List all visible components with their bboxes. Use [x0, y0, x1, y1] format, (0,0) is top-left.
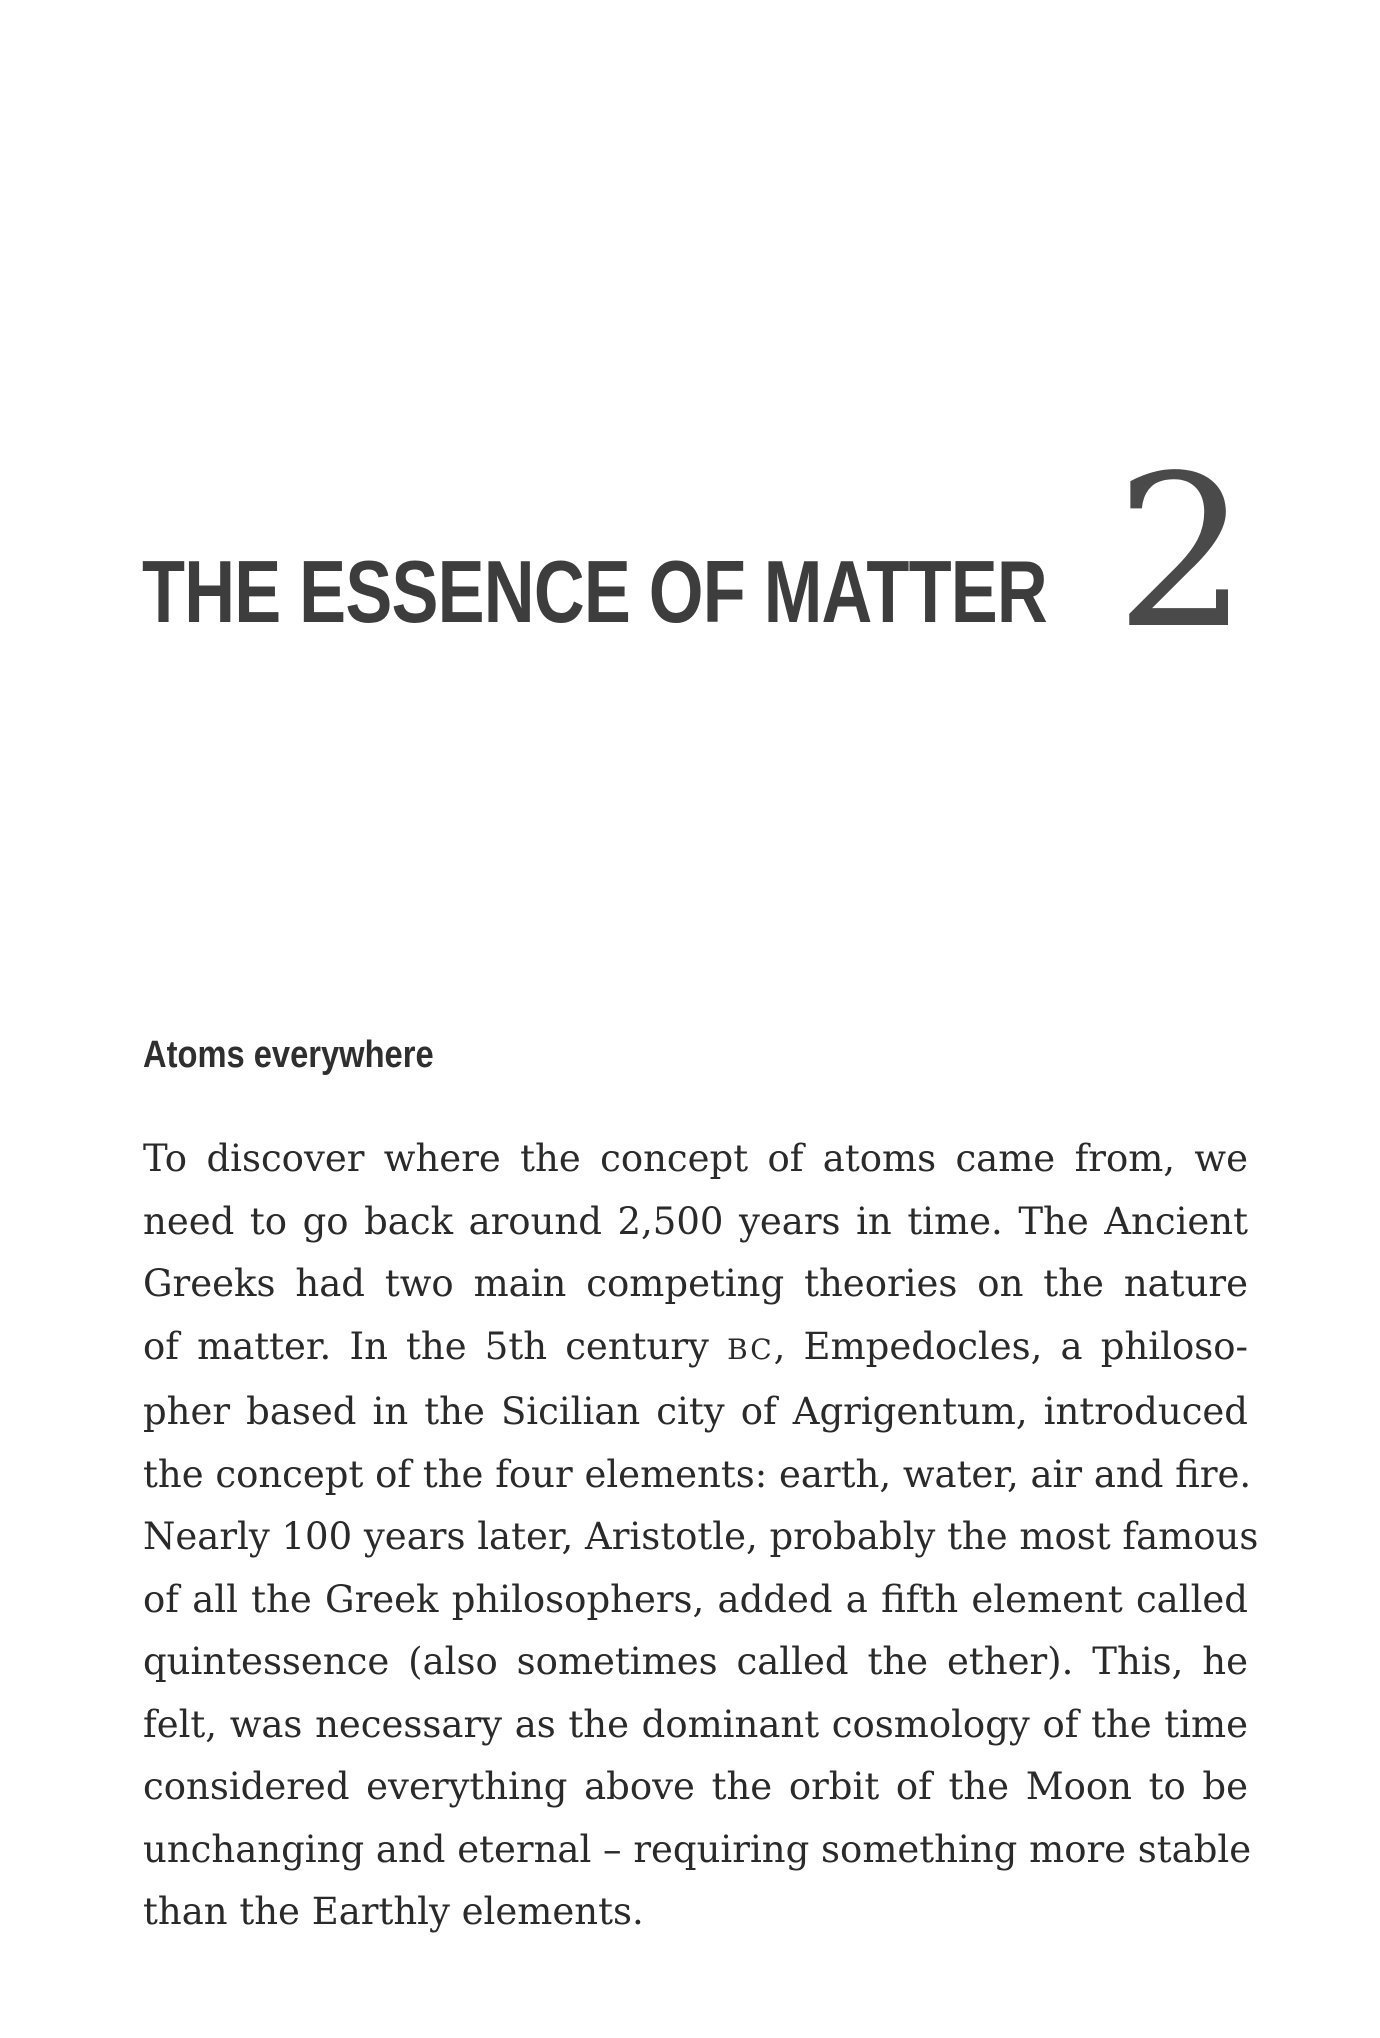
body-line: Greeks had two main competing theories on the nature — [143, 1262, 1248, 1305]
era-abbreviation: BC — [727, 1332, 774, 1366]
body-line — [143, 1316, 1248, 1382]
body-line: Nearly 100 years later, Aristotle, probably the most famous — [143, 1515, 1259, 1558]
body-line: considered everything above the orbit of the Moon to be — [143, 1765, 1248, 1808]
body-paragraph — [143, 1128, 1259, 1944]
body-line: quintessence (also sometimes called the ether). This, he — [143, 1640, 1248, 1683]
chapter-number: 2 — [1115, 430, 1249, 675]
chapter-title: THE ESSENCE OF MATTER — [142, 542, 1047, 641]
body-line: felt, was necessary as the dominant cosmology of the time — [143, 1702, 1248, 1746]
section-heading: Atoms everywhere — [143, 1034, 434, 1076]
body-line: need to go back around 2,500 years in time. The Ancient — [143, 1199, 1248, 1243]
body-line: than the Earthly elements. — [143, 1890, 644, 1933]
body-line: of all the Greek philosophers, added a fifth element called — [143, 1577, 1248, 1621]
body-line: pher based in the Sicilian city of Agrigentum, introduced — [143, 1390, 1248, 1433]
body-line: the concept of the four elements: earth, water, air and fire. — [143, 1452, 1252, 1496]
body-line: To discover where the concept of atoms came from, we — [143, 1137, 1248, 1180]
body-line-segment: , Empedocles, a philoso- — [773, 1324, 1248, 1368]
body-line: unchanging and eternal – requiring something more stable — [143, 1827, 1252, 1871]
body-line-segment: of matter. In the 5th century — [143, 1324, 728, 1368]
